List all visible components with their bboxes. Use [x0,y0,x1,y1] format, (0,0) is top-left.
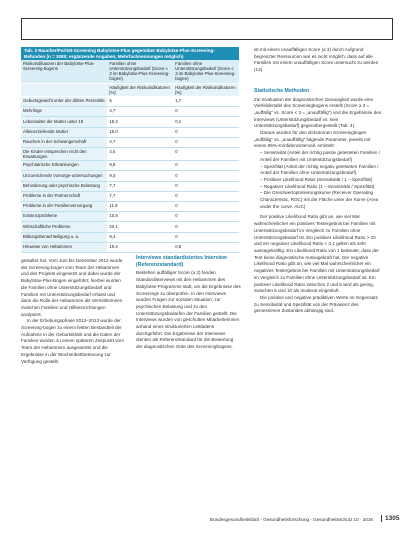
table-row [21,96,239,106]
cell-value: 11,9 [107,202,173,212]
list-item: – Spezifität (Anteil der richtig negativ getesteten Familien / Anteil der Familien ohne Unterstützungsbedarf) [260,163,379,176]
cell-value: 0 [173,107,239,117]
paragraph: Der positive Likelihood Ratio gibt an, wie viel Mal wahrscheinlicher ein positives Testergebnis bei Familien mit Unterstützungsbedarf im Vergleich zu Familien ohne Unterstützungsbedarf ist. Ein positiver Likelihood Ratio > 10 und ein negativer Likelihood Ratio < 0,1 gelten als sehr aussagekräftig. Ein Likelihood Ratio von 1 bedeutet, dass der Test keine diagnostische Aussagekraft hat. Der negative Likelihood Ratio gibt an, wie viel Mal wahrscheinlicher ein negatives Testergebnis bei Familien mit Unterstützungsbedarf im Vergleich zu Familien ohne Unterstützungsbedarf ist. Ein positiver Likelihood Ratio zwischen 2 und 5 wird als gering, zwischen 5 und 10 als moderat eingestuft. [254,214,380,294]
cell-value: 0 [173,232,239,242]
table-row [21,191,239,201]
row-label: Lebensalter der Mutter unter 18 [21,117,107,127]
right-column-text [254,47,382,315]
row-label: Geburtsgewicht unter der dritten Perzentile [21,96,107,106]
cell-value: 5 [107,96,173,106]
cell-value: 10,8 [107,212,173,222]
table-row [21,232,239,242]
row-label: Wirtschaftliche Probleme [21,222,107,232]
paragraph: gestaltet hat. Vom Juni bis Dezember 2012 wurde der Screening-bogen vom Team der Hebammen und des Projekts eingesetzt und dabei wurde der Babylotse-Plus-Bogen eingeführt; hierbei wurden die Familien ohne Unterstützungsbedarf und Familien mit Unterstützungsbedarf erfasst und dann die Rolle der Hebammen als Vermittlerinnen zwischen Familien und Hilfeeinrichtungen analysiert. [21,258,123,317]
middle-column-text [136,251,241,351]
list-item: – Sensitivität (Anteil der richtig positiv getesteten Familien / Anteil der Familien mit Unterstützungsbedarf) [260,150,381,162]
cell-value: 0,1 [173,117,239,127]
cell-value: 0 [173,222,239,232]
cell-value: 9,3 [107,171,173,181]
row-label: Probleme in der Partnerschaft [21,191,107,201]
cell-value: 20,1 [107,222,173,232]
row-label: Probleme in der Familienversorgung [21,202,107,212]
cell-value: 4,7 [107,137,173,147]
table-row [21,202,239,212]
cell-value: 0 [173,202,239,212]
list-item: – Positiver Likelihood Ratio (Sensitivität / 1 – Spezifität) [260,176,373,182]
cell-value: 0 [173,161,239,171]
table-row [21,161,239,171]
results-table [21,47,239,253]
row-label: Behinderung oder psychische Belastung [21,181,107,191]
paragraph: In der Erhebungsphase 2012–2013 wurde der Screening-bogen zu einem festen Bestandteil der Aufnahme in der Geburtsklinik und die Daten der Familien wurden zu einem späteren Zeitpunkt vom Team der Hebammen ausgewertet und die Ergebnisse in der Wochenbettbetreuung zur Verfügung gestellt. [21,318,124,364]
header-box [21,18,393,40]
cell-value: 0 [173,191,239,201]
paragraph: Bestehen auffälliger Score (≥ 3) fanden Standardinterviews mit den Hebammen des Babylotse-Programms statt, um die Ergebnisse des Screenings zu überprüfen. In den Interviews wurden Fragen zur sozialen Situation, zur psychischen Belastung und zu den Unterstützungsbedarfen der Familien gestellt. Die Interviews wurden von geschulten Mitarbeiterinnen anhand eines strukturierten Leitfadens durchgeführt. Die Ergebnisse der Interviews dienten als Referenzstandard für die Bewertung der diagnostischen Güte des Screeningbogens. [136,270,241,350]
cell-value: 7,7 [107,191,173,201]
table-row [21,117,239,127]
sub-head: Häufigkeit der Risikoindikatoren [%] [173,83,239,96]
cell-value: 0 [173,127,239,137]
row-label: Unzureichende Vorsorge-untersuchungen [21,171,107,181]
table-row [21,127,239,137]
table-row [21,137,239,147]
table-row [21,147,239,160]
row-label: Die Kinder entsprechen nicht den Erwartungen [21,147,107,160]
col-head: Risikoindikatoren der Babylotse-Plus-Screening-bogens [21,60,107,83]
cell-value: 0 [173,212,239,222]
cell-value: 0 [173,181,239,191]
row-label: Bildungsbenachteiligung u. a. [21,232,107,242]
list-item: – Negativer Likelihood Ratio (1 – Sensitivität / Spezifität) [260,183,375,189]
table-caption: Tab. 3 Raucher/Parität-Screening Babylotse-Plus gegenüber Babylotse-Plus-Screening-Befunden (n = 3080; ergänzende Angaben, Mehrfachnennungen möglich) [21,47,239,60]
table-row [21,181,239,191]
col-head: Familien ohne Unterstützungsbedarf (Score ≤ 3 im Babylotse-Plus-Screening-bogen) [173,60,239,83]
page-number: 1305 [381,515,399,522]
cell-value: 4,7 [107,107,173,117]
cell-value: 15,3 [107,117,173,127]
row-label: Mehrlinge [21,107,107,117]
cell-value: 7,7 [107,181,173,191]
cell-value: 15,0 [107,127,173,137]
paragraph: ist mit einem unauffälligen Score (≤ 3) durch Aufgrund begrenzter Ressourcen war es nicht möglich, dass auf alle Familien mit einem unauffälligen Score untersucht zu werden (12). [254,47,379,73]
cell-value: 0,6 [173,242,239,252]
row-label: Rauchen in der Schwangerschaft [21,137,107,147]
sub-head: Häufigkeit der Risikoindikatoren [%] [107,83,173,96]
cell-value: 9,8 [107,161,173,171]
paragraph: Die positive und negative prädiktiven Werte im Gegensatz zu Sensitivität und Spezifität von der Prävalenz des gemessenen Zustandes abhängig sind. [254,294,378,314]
row-label: Alleinerziehende Mutter [21,127,107,137]
section-heading: Statistische Methoden [254,87,310,94]
row-label: Existenzprobleme [21,212,107,222]
cell-value: 19,4 [107,242,173,252]
cell-value: 4,5 [107,147,173,160]
journal-footer: Bundesgesundheitsblatt - Gesundheitsforschung - Gesundheitsschutz 10 · 2016 [210,517,373,522]
table-row [21,222,239,232]
row-label: Hinweise von Hebammen [21,242,107,252]
cell-value: 9,4 [107,232,173,242]
cell-value: 1,7 [173,96,239,106]
table-row [21,107,239,117]
list-item: – Die Grenzwertoptimierungskurve (Receiver Operating Characteristic, ROC) mit der Fläche unter der Kurve (Area under the curve, AUC) [260,190,379,209]
paragraph: Zur Evaluation der diagnostischen Genauigkeit wurde eine Vierfeldertafel des Screeningbogens erstellt (Score ≥ 3 = „auffällig“ vs. Score < 3 = „unauffällig“) und die Ergebnisse des Interviews (Unterstützungsbedarf vs. kein Unterstützungsbedarf) gegenübergestellt (Tab. 4). [254,96,381,129]
paragraph: Daraus wurden für den dichotomen Screeningbogen „auffällig“ vs. „unauffällig“ folgende Parameter, jeweils mit einem 95%-Konfidenzintervall, ermittelt: [254,130,371,149]
table-row [21,171,239,181]
col-head: Familien ohne Unterstützungsbedarf (Score ≥ 3 im Babylotse-Plus-Screening-bogen) [107,60,173,83]
table-row [21,212,239,222]
cell-value: 0 [173,171,239,181]
left-column-text [21,258,126,365]
row-label: Psychiatrische Erkrankungen [21,161,107,171]
cell-value: 0 [173,137,239,147]
cell-value: 0 [173,147,239,160]
sub-head [21,83,107,96]
section-heading: Interviews standardisiertes Interview (Referenzstandard) [136,255,227,268]
